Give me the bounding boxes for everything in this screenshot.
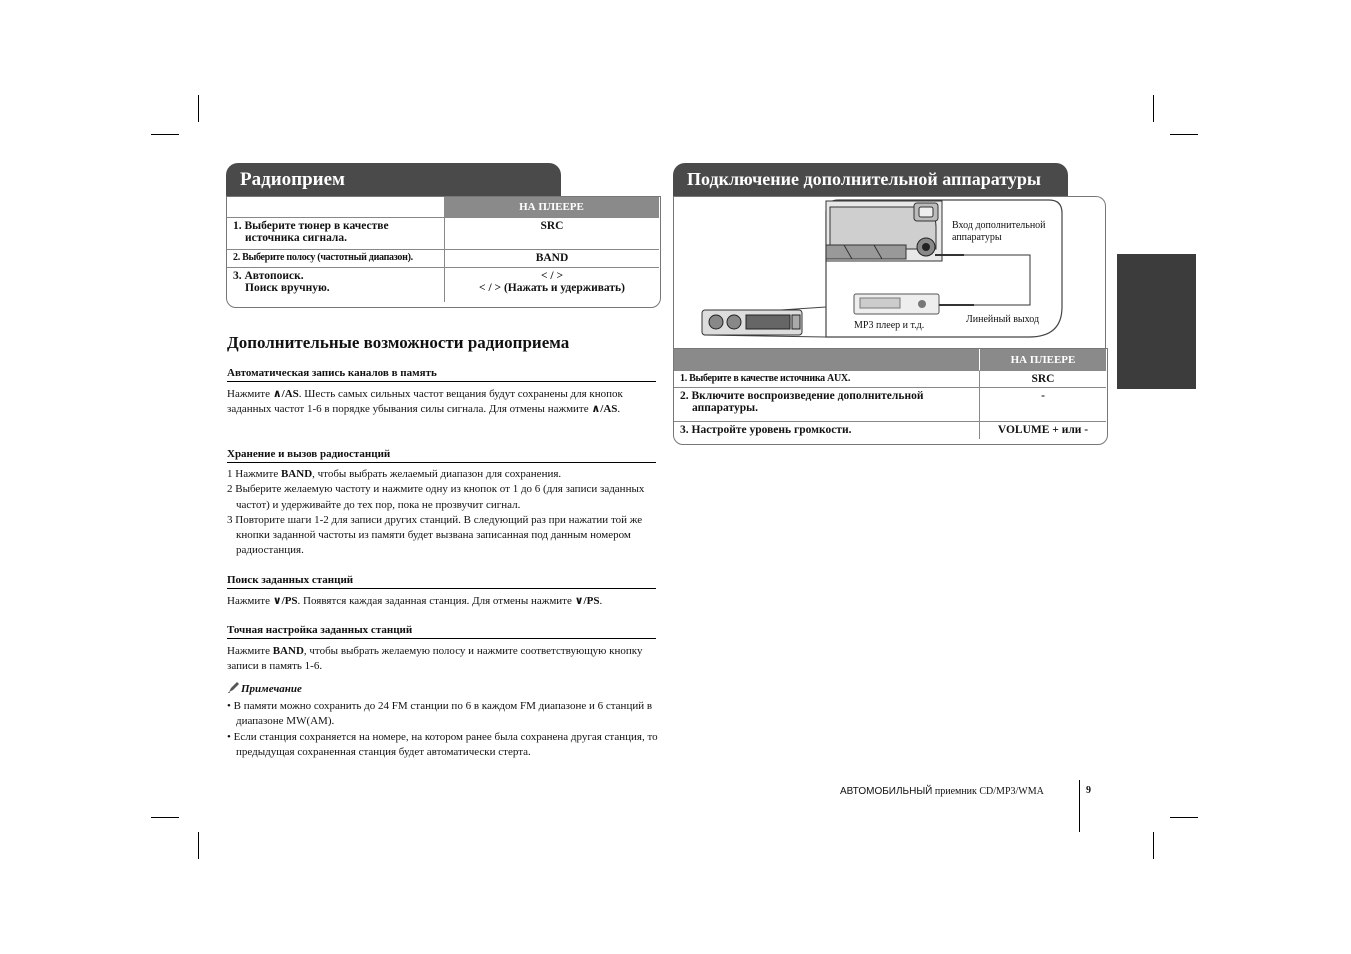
section-tab-marker xyxy=(1117,254,1196,389)
radio-section-title: Радиоприем xyxy=(226,163,561,196)
store-recall-heading: Хранение и вызов радиостанций xyxy=(227,448,656,463)
table-cell-step: 1. Выберите в качестве источника AUX. xyxy=(674,371,979,388)
crop-mark xyxy=(198,95,199,122)
table-cell-action: - xyxy=(979,388,1106,422)
crop-mark xyxy=(151,817,179,818)
table-row xyxy=(674,422,1106,439)
note-list xyxy=(227,699,659,760)
table-header-player: НА ПЛЕЕРЕ xyxy=(979,349,1106,371)
table-row xyxy=(227,218,659,250)
table-cell-step: 2. Включите воспроизведение дополнительной аппаратуры. xyxy=(674,388,979,422)
crop-mark xyxy=(1170,817,1198,818)
mp3-player-label: MP3 плеер и т.д. xyxy=(854,320,925,331)
line-out-label: Линейный выход xyxy=(966,314,1040,325)
page-number: 9 xyxy=(1086,785,1091,796)
table-cell-action: SRC xyxy=(444,218,659,250)
table-row xyxy=(674,388,1106,422)
note-pencil-icon xyxy=(227,680,241,694)
table-cell-action: SRC xyxy=(979,371,1106,388)
table-row xyxy=(227,250,659,268)
crop-mark xyxy=(1153,95,1154,122)
crop-mark xyxy=(198,832,199,859)
radio-operations-table xyxy=(227,197,659,302)
preset-search-heading: Поиск заданных станций xyxy=(227,574,656,589)
footer-divider xyxy=(1079,780,1080,832)
store-recall-text: 1 Нажмите BAND, чтобы выбрать желаемый диапазон для сохранения. 2 Выберите желаемую частоту и нажмите одну из кнопок от 1 до 6 (для записи заданных частот) и удерживайте до тех пор, пока не прозвучит сигнал. 3 Повторите шаги 1-2 для записи других станций. В следующий раз при нажатии той же кнопки заданной частоты из памяти будет вызвана записанная под данным номером радиостанция. xyxy=(227,468,645,557)
table-cell-step: 3. Автопоиск. Поиск вручную. xyxy=(233,270,330,294)
note-item: • В памяти можно сохранить до 24 FM станции по 6 в каждом FM диапазоне и 6 станций в диапазоне MW(AM). xyxy=(227,700,653,728)
table-row xyxy=(674,371,1106,388)
crop-mark xyxy=(151,134,179,135)
footer-product: АВТОМОБИЛЬНЫЙ приемник CD/MP3/WMA xyxy=(840,786,1044,797)
table-cell-step: 1. Выберите тюнер в качестве источника сигнала. xyxy=(227,218,444,250)
aux-operations-table xyxy=(674,349,1106,439)
preset-search-text: Нажмите ∨/PS. Появятся каждая заданная станция. Для отмены нажмите ∨/PS. xyxy=(227,595,603,607)
note-heading: Примечание xyxy=(227,680,302,695)
table-cell-step: 2. Выберите полосу (частотный диапазон). xyxy=(227,250,444,268)
table-row xyxy=(227,268,659,302)
note-item: • Если станция сохраняется на номере, на котором ранее была сохранена другая станция, то предыдущая сохраненная станция будет автоматически стерта. xyxy=(227,730,658,758)
extra-features-title: Дополнительные возможности радиоприема xyxy=(227,333,570,352)
fine-tune-text: Нажмите BAND, чтобы выбрать желаемую полосу и нажмите соответствующую кнопку записи в память 1-6. xyxy=(227,645,643,673)
crop-mark xyxy=(1153,832,1154,859)
table-cell-action: BAND xyxy=(444,250,659,268)
fine-tune-heading: Точная настройка заданных станций xyxy=(227,624,656,639)
aux-input-label: Вход дополнительной аппаратуры xyxy=(952,220,1046,243)
table-cell-step: 3. Настройте уровень громкости. xyxy=(680,424,852,436)
table-header-blank xyxy=(674,349,979,371)
table-header-blank xyxy=(227,197,444,218)
aux-section-title: Подключение дополнительной аппаратуры xyxy=(673,163,1068,196)
auto-store-text: Нажмите ∧/AS. Шесть самых сильных частот вещания будут сохранены для кнопок заданных частот 1-6 в порядке убывания силы сигнала. Для отмены нажмите ∧/AS. xyxy=(227,388,623,416)
crop-mark xyxy=(1170,134,1198,135)
table-cell-action: VOLUME + или - xyxy=(979,422,1106,439)
auto-store-heading: Автоматическая запись каналов в память xyxy=(227,367,656,382)
table-header-player: НА ПЛЕЕРЕ xyxy=(444,197,659,218)
table-cell-action: < / > < / > (Нажать и удерживать) xyxy=(444,268,659,302)
